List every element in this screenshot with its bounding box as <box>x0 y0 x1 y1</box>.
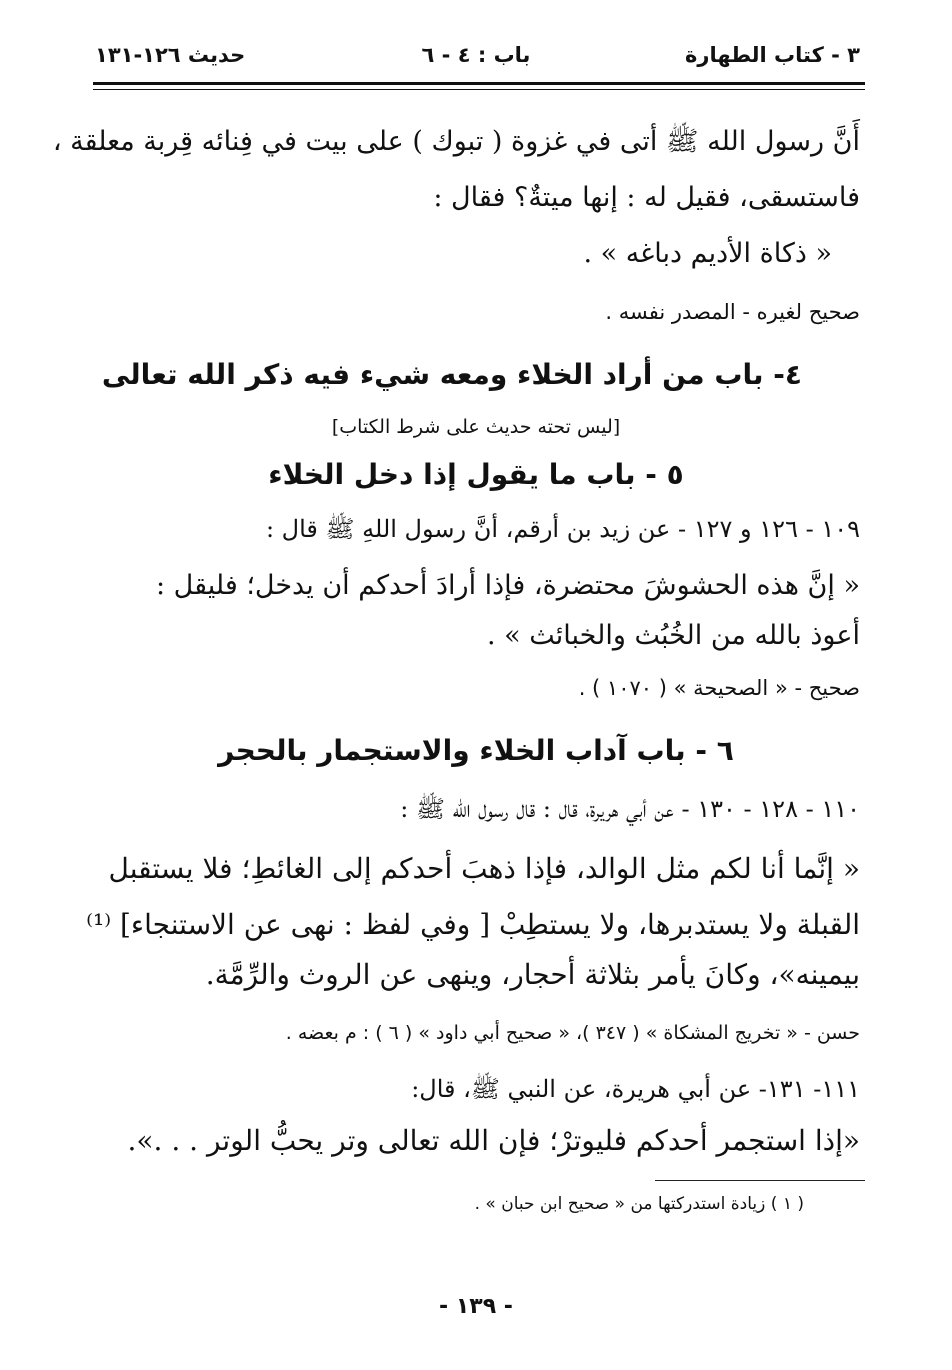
chapter-heading: ٤- باب من أراد الخلاء ومعه شيء فيه ذكر الله تعالى <box>101 358 802 391</box>
header-section: باب : ٤ - ٦ <box>421 43 531 67</box>
hadith-intro: ١١١- ١٣١- عن أبي هريرة، عن النبي ﷺ، قال: <box>411 1075 860 1103</box>
hadith-quote: « ذكاة الأديم دباغه » . <box>583 238 832 269</box>
hadith-text-line: « إنَّ هذه الحشوشَ محتضرة، فإذا أرادَ أحدكم أن يدخل؛ فليقل : <box>155 570 860 601</box>
hadith-text-line: « إنَّما أنا لكم مثل الوالد، فإذا ذهبَ أحدكم إلى الغائطِ؛ فلا يستقبل <box>108 852 860 885</box>
hadith-text-line: القبلة ولا يستدبرها، ولا يستطِبْ [ وفي لفظ : نهى عن الاستنجاء] ⁽¹⁾ <box>86 908 860 941</box>
header-rule-thin <box>93 89 865 90</box>
hadith-text-line: أعوذ بالله من الخُبُث والخبائث » . <box>487 620 860 651</box>
footnote-separator <box>655 1180 865 1181</box>
header-hadith-range: حديث ١٢٦-١٣١ <box>95 43 246 67</box>
chapter-heading: ٦ - باب آداب الخلاء والاستجمار بالحجر <box>218 734 734 767</box>
hadith-grade: صحيح لغيره - المصدر نفسه . <box>605 300 860 324</box>
chapter-note: [ليس تحته حديث على شرط الكتاب] <box>331 416 621 438</box>
hadith-text-line: «إذا استجمر أحدكم فليوترْ؛ فإن الله تعالى وتر يحبُّ الوتر . . .». <box>127 1124 860 1157</box>
hadith-text-line: بيمينه»، وكانَ يأمر بثلاثة أحجار، وينهى عن الروث والرِّمَّة. <box>205 958 860 991</box>
header-chapter-title: ٣ - كتاب الطهارة <box>684 43 860 67</box>
footnote: ( ١ ) زيادة استدركتها من « صحيح ابن حبان » . <box>474 1194 804 1214</box>
hadith-intro: ١١٠ - ١٢٨ - ١٣٠ - عن أبي هريرة، قال : قال رسول الله ﷺ : <box>400 795 860 823</box>
paragraph-line: أَنَّ رسول الله ﷺ أتى في غزوة ( تبوك ) على بيت في فِنائه قِربة معلقة ، <box>52 126 860 157</box>
header-rule-thick <box>93 82 865 85</box>
hadith-intro: ١٠٩ - ١٢٦ و ١٢٧ - عن زيد بن أرقم، أنَّ رسول اللهِ ﷺ قال : <box>265 515 860 543</box>
page-number: - ١٣٩ - <box>439 1294 513 1319</box>
paragraph-line: فاستسقى، فقيل له : إنها ميتةٌ؟ فقال : <box>433 182 860 213</box>
hadith-grade: حسن - « تخريج المشكاة » ( ٣٤٧ )، « صحيح أبي داود » ( ٦ ) : م بعضه . <box>285 1022 860 1044</box>
hadith-grade: صحيح - « الصحيحة » ( ١٠٧٠ ) . <box>578 676 860 700</box>
chapter-heading: ٥ - باب ما يقول إذا دخل الخلاء <box>268 458 684 491</box>
